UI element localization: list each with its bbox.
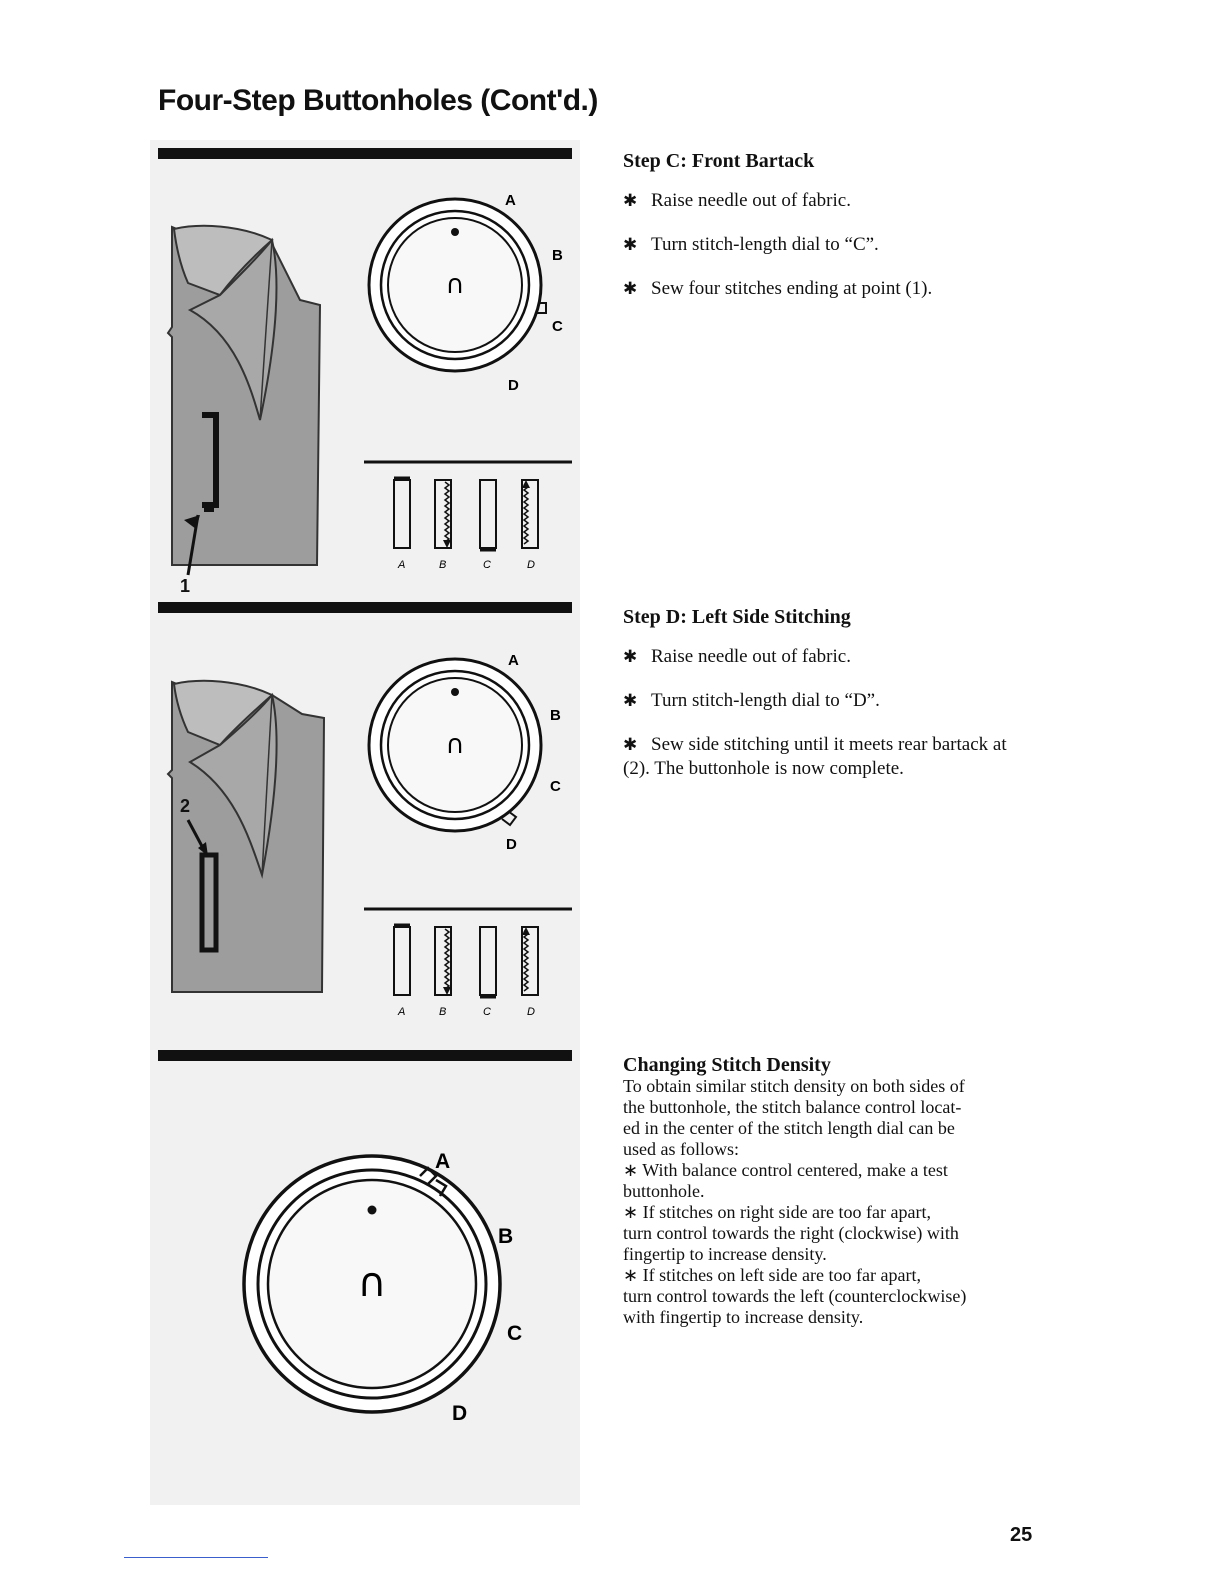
density-line: with fingertip to increase density. <box>623 1307 864 1327</box>
shirt-illustration-step-d <box>160 670 340 1005</box>
tick-label-d: D <box>527 1006 535 1018</box>
step-c-bullet: ✱ Raise needle out of fabric. <box>623 190 851 211</box>
shirt-illustration-step-c <box>160 215 340 605</box>
density-line: turn control towards the right (clockwise) with <box>623 1223 959 1243</box>
step-c-section <box>623 150 1038 321</box>
dial-symbol: ∩ <box>445 730 465 760</box>
dial-label-c: C <box>550 778 561 795</box>
dial-label-d: D <box>452 1402 468 1425</box>
section-rule-1 <box>158 148 572 159</box>
density-line: ∗ If stitches on left side are too far apart, <box>623 1265 921 1285</box>
point-2-label: 2 <box>180 796 191 816</box>
step-d-bullet: ✱ Sew side stitching until it meets rear bartack at (2). The buttonhole is now complete. <box>623 734 1007 779</box>
dial-label-b: B <box>552 247 563 264</box>
tick-label-c: C <box>483 1006 491 1018</box>
density-line: fingertip to increase density. <box>623 1244 827 1264</box>
dial-label-d: D <box>506 836 517 853</box>
density-line: turn control towards the left (counterclockwise) <box>623 1286 967 1306</box>
tick-label-b: B <box>439 559 447 571</box>
step-d-section <box>623 606 1038 801</box>
step-c-heading: Step C: Front Bartack <box>623 150 815 172</box>
tick-label-b: B <box>439 1006 447 1018</box>
tick-label-d: D <box>527 559 535 571</box>
tick-label-a: A <box>398 559 406 571</box>
dial-label-b: B <box>498 1225 514 1248</box>
density-line: ∗ If stitches on right side are too far apart, <box>623 1202 931 1222</box>
asterisk-icon: ✱ <box>623 647 638 667</box>
step-c-bullet: ✱ Turn stitch-length dial to “C”. <box>623 234 879 255</box>
page-title: Four-Step Buttonholes (Cont'd.) <box>158 84 598 117</box>
buttonhole-sequence-step-c <box>362 458 577 573</box>
page-number: 25 <box>1010 1524 1033 1546</box>
dial-label-c: C <box>507 1322 523 1345</box>
stitch-balance-dial <box>240 1140 540 1435</box>
stitch-dial-step-c <box>360 185 580 395</box>
asterisk-icon: ✱ <box>623 235 638 255</box>
density-line: To obtain similar stitch density on both sides of <box>623 1076 965 1096</box>
dial-label-a: A <box>435 1150 451 1173</box>
footer-rule <box>124 1557 268 1558</box>
stitch-dial-step-d <box>360 645 580 855</box>
density-line: ed in the center of the stitch length dial can be <box>623 1118 955 1138</box>
dial-symbol: ∩ <box>357 1260 387 1306</box>
dial-label-a: A <box>505 192 516 209</box>
step-c-bullet: ✱ Sew four stitches ending at point (1). <box>623 278 933 299</box>
section-rule-3 <box>158 1050 572 1061</box>
point-1-label: 1 <box>180 576 191 596</box>
dial-label-a: A <box>508 652 519 669</box>
asterisk-icon: ✱ <box>623 691 638 711</box>
density-line: used as follows: <box>623 1139 739 1159</box>
buttonhole-sequence-step-d <box>362 905 577 1020</box>
step-d-bullet: ✱ Raise needle out of fabric. <box>623 646 851 667</box>
tick-label-c: C <box>483 559 491 571</box>
dial-label-d: D <box>508 377 519 394</box>
tick-label-a: A <box>398 1006 406 1018</box>
asterisk-icon: ✱ <box>623 191 638 211</box>
asterisk-icon: ✱ <box>623 279 638 299</box>
density-heading: Changing Stitch Density <box>623 1054 831 1076</box>
dial-label-c: C <box>552 318 563 335</box>
step-d-bullet: ✱ Turn stitch-length dial to “D”. <box>623 690 880 711</box>
density-line: the buttonhole, the stitch balance control locat- <box>623 1097 962 1117</box>
density-line: ∗ With balance control centered, make a test <box>623 1160 948 1180</box>
density-section <box>623 1054 1038 1328</box>
dial-label-b: B <box>550 707 561 724</box>
asterisk-icon: ✱ <box>623 735 638 755</box>
step-d-heading: Step D: Left Side Stitching <box>623 606 851 628</box>
dial-symbol: ∩ <box>445 270 465 300</box>
density-line: buttonhole. <box>623 1181 705 1201</box>
